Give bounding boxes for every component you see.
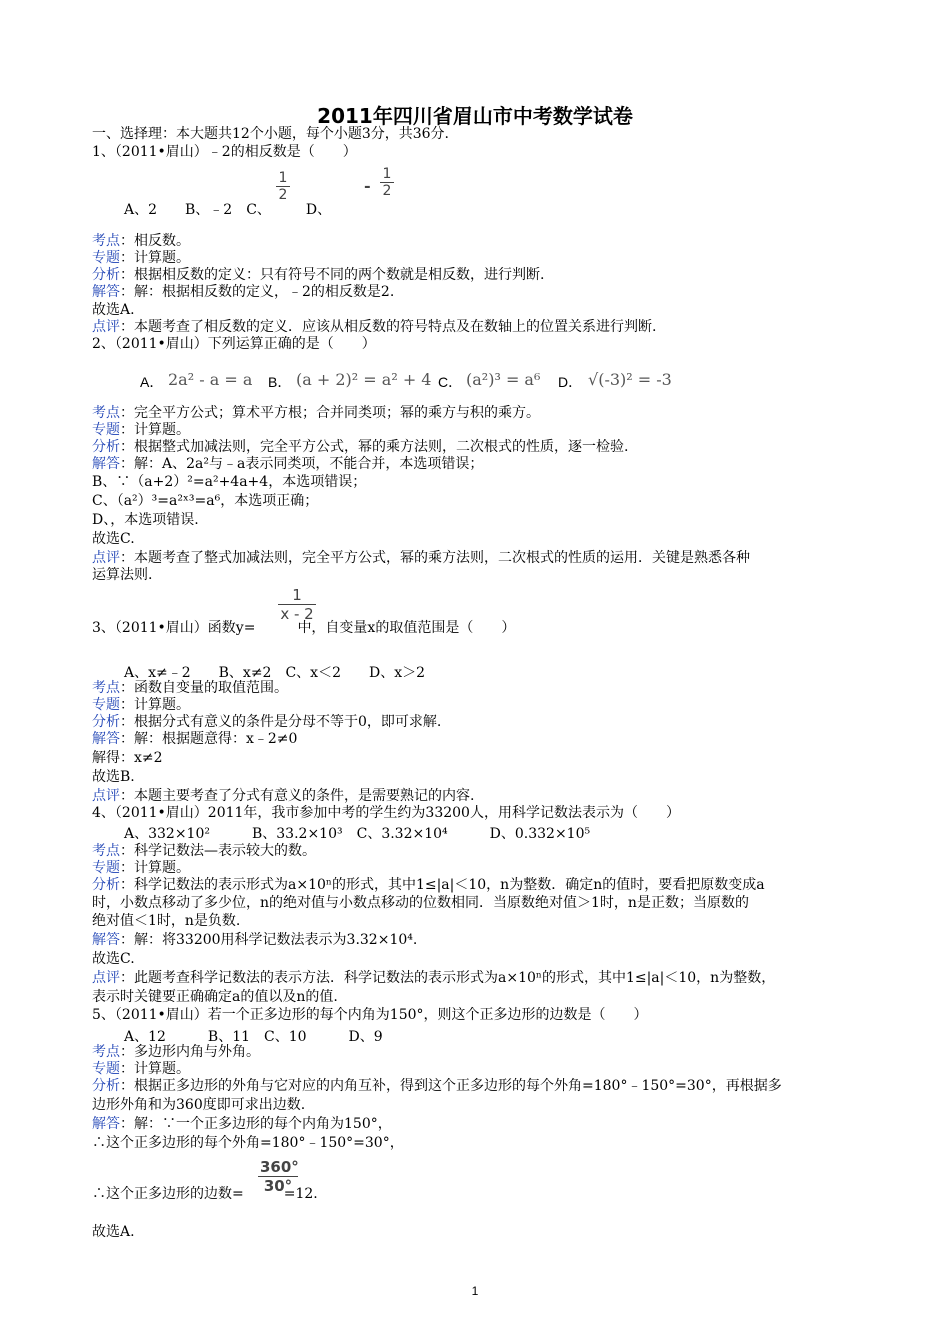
q2-b-line: B、∵（a+2）²=a²+4a+4，本选项错误；: [92, 474, 367, 490]
q1-jieda: 解答：解：根据相反数的定义，﹣2的相反数是2.: [92, 284, 395, 300]
q4-kaodian: 考点：科学记数法—表示较大的数。: [92, 843, 316, 859]
q1-kaodian: 考点：相反数。: [92, 233, 190, 249]
q3-zhuanti: 专题：计算题。: [92, 697, 190, 713]
q5-options: A、12 B、11 C、10 D、9: [124, 1029, 383, 1045]
q2-stem: 2、（2011•眉山）下列运算正确的是（ ）: [92, 336, 376, 352]
q2-option-b-label: B．: [268, 374, 292, 390]
q1-c-numerator: 1: [276, 170, 290, 187]
jieda-label: 解答: [92, 284, 120, 300]
q1-option-d-sign: -: [364, 176, 371, 195]
q5-jieda: 解答：解：∵一个正多边形的每个内角为150°，: [92, 1116, 392, 1132]
dianping-label: 点评: [92, 319, 120, 335]
q4-answer: 故选C.: [92, 951, 135, 967]
zhuanti-label: 专题: [92, 250, 120, 266]
q4-dianping: 点评：此题考查科学记数法的表示方法．科学记数法的表示形式为a×10ⁿ的形式，其中1≤|a|＜10，n为整数，: [92, 970, 776, 986]
kaodian-label: 考点: [92, 233, 120, 249]
q3-dianping: 点评：本题主要考查了分式有意义的条件，是需要熟记的内容.: [92, 788, 475, 804]
q4-jieda: 解答：解：将33200用科学记数法表示为3.32×10⁴.: [92, 932, 418, 948]
page-number: 1: [471, 1284, 479, 1298]
q2-jieda: 解答：解：A、2a²与﹣a表示同类项，不能合并，本选项错误；: [92, 456, 484, 472]
q2-answer: 故选C.: [92, 531, 135, 547]
q1-d-denominator: 2: [382, 183, 392, 199]
q2-zhuanti: 专题：计算题。: [92, 422, 190, 438]
q2-option-b-expr: (a + 2)² = a² + 4: [296, 370, 432, 389]
q4-zhuanti: 专题：计算题。: [92, 860, 190, 876]
q2-option-c-expr: (a²)³ = a⁶: [466, 370, 541, 389]
q2-dianping: 点评：本题考查了整式加减法则，完全平方公式，幂的乘方法则，二次根式的性质的运用．关键是熟悉各种: [92, 550, 750, 566]
q3-options: A、x≠﹣2 B、x≠2 C、x＜2 D、x＞2: [124, 665, 426, 681]
q1-answer: 故选A.: [92, 302, 135, 318]
q4-stem: 4、（2011•眉山）2011年，我市参加中考的学生约为33200人，用科学记数法表示为（ ）: [92, 805, 680, 821]
q5-denominator: 30°: [263, 1177, 293, 1195]
q1-options: A、2 B、﹣2 C、 D、: [124, 202, 332, 218]
q1-zhuanti: 专题：计算题。: [92, 250, 190, 266]
q5-fenxi-cont: 边形外角和为360度即可求出边数.: [92, 1097, 306, 1113]
q1-option-c-fraction: [276, 170, 290, 203]
q1-fenxi: 分析：根据相反数的定义：只有符号不同的两个数就是相反数，进行判断.: [92, 267, 545, 283]
q3-answer: 故选B.: [92, 769, 135, 785]
q1-dianping: 点评：本题考查了相反数的定义．应该从相反数的符号特点及在数轴上的位置关系进行判断.: [92, 319, 657, 335]
page-title: 2011年四川省眉山市中考数学试卷: [317, 104, 633, 128]
q2-option-d-label: D．: [558, 374, 583, 390]
q3-solution: 解得：x≠2: [92, 750, 163, 766]
q4-fenxi-cont2: 绝对值＜1时，n是负数.: [92, 913, 241, 929]
q4-dianping-cont: 表示时关键要正确确定a的值以及n的值.: [92, 989, 338, 1005]
q1-option-d-fraction: [380, 166, 394, 199]
q3-fenxi: 分析：根据分式有意义的条件是分母不等于0，即可求解.: [92, 714, 442, 730]
q3-fraction: [278, 586, 316, 623]
q3-kaodian: 考点：函数自变量的取值范围。: [92, 680, 288, 696]
q2-option-d-expr: √(-3)² = -3: [588, 370, 672, 389]
q2-d-line: D、，本选项错误.: [92, 512, 199, 528]
q1-d-numerator: 1: [380, 166, 394, 183]
fenxi-label: 分析: [92, 267, 120, 283]
q5-zhuanti: 专题：计算题。: [92, 1061, 190, 1077]
q5-line3: ∴这个正多边形的边数= =12.: [92, 1186, 318, 1202]
q3-denominator: x - 2: [280, 605, 314, 623]
q2-option-a-label: A．: [140, 374, 164, 390]
q2-c-line: C、（a²）³=a²ˣ³=a⁶，本选项正确；: [92, 493, 319, 509]
q4-fenxi-cont1: 时，小数点移动了多少位，n的绝对值与小数点移动的位数相同．当原数绝对值＞1时，n是正数；当原数的: [92, 895, 749, 911]
q3-stem: 3、（2011•眉山）函数y= 中，自变量x的取值范围是（ ）: [92, 620, 516, 636]
q5-kaodian: 考点：多边形内角与外角。: [92, 1044, 260, 1060]
q2-option-c-label: C．: [438, 374, 463, 390]
q2-option-a-expr: 2a² - a = a: [168, 370, 253, 389]
section-heading: 一、选择理：本大题共12个小题，每个小题3分，共36分.: [92, 126, 449, 142]
q2-dianping-cont: 运算法则.: [92, 567, 153, 583]
q4-fenxi: 分析：科学记数法的表示形式为a×10ⁿ的形式，其中1≤|a|＜10，n为整数．确定n的值时，要看把原数变成a: [92, 877, 765, 893]
q5-fenxi: 分析：根据正多边形的外角与它对应的内角互补，得到这个正多边形的每个外角=180°﹣150°=30°，再根据多: [92, 1078, 782, 1094]
q3-jieda: 解答：解：根据题意得：x﹣2≠0: [92, 731, 298, 747]
q5-line2: ∴这个正多边形的每个外角=180°﹣150°=30°，: [92, 1135, 404, 1151]
q1-stem: 1、（2011•眉山）﹣2的相反数是（ ）: [92, 144, 357, 160]
q5-numerator: 360°: [260, 1158, 299, 1176]
q3-numerator: 1: [278, 586, 316, 605]
q5-stem: 5、（2011•眉山）若一个正多边形的每个内角为150°，则这个正多边形的边数是（ ）: [92, 1007, 648, 1023]
q2-fenxi: 分析：根据整式加减法则，完全平方公式，幂的乘方法则，二次根式的性质，逐一检验.: [92, 439, 629, 455]
q2-kaodian: 考点：完全平方公式；算术平方根；合并同类项；幂的乘方与积的乘方。: [92, 405, 540, 421]
q4-options: A、332×10² B、33.2×10³ C、3.32×10⁴ D、0.332×10⁵: [124, 826, 591, 842]
q5-answer: 故选A.: [92, 1224, 135, 1240]
q1-c-denominator: 2: [278, 187, 288, 203]
